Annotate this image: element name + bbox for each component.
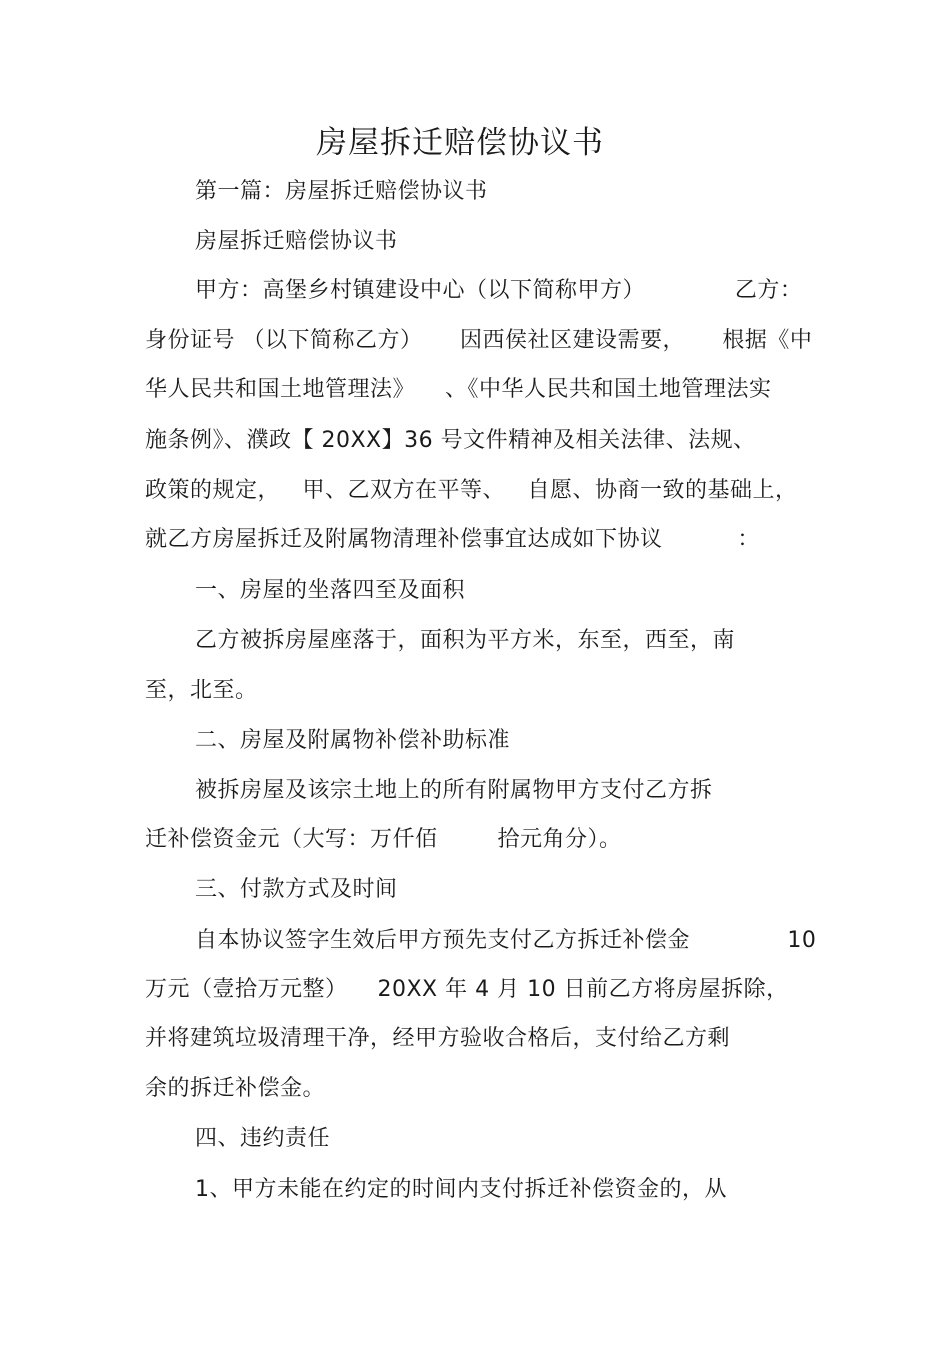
compensation-paragraph-line: 迁补偿资金元（大写：万仟佰 拾元角分）。: [145, 827, 622, 852]
intro-paragraph-line: 就乙方房屋拆迁及附属物清理补偿事宜达成如下协议 ：: [145, 527, 760, 552]
intro-paragraph-line: 政策的规定， 甲、乙双方在平等、 自愿、协商一致的基础上，: [145, 478, 798, 503]
intro-paragraph-line: 施条例》、濮政【 20XX】36 号文件精神及相关法律、法规、: [145, 428, 756, 453]
section-heading-location: 一、房屋的坐落四至及面积: [195, 578, 466, 603]
payment-paragraph-line: 自本协议签字生效后甲方预先支付乙方拆迁补偿金 10: [195, 928, 817, 953]
document-title: 房屋拆迁赔偿协议书: [316, 125, 604, 161]
compensation-paragraph-line: 被拆房屋及该宗土地上的所有附属物甲方支付乙方拆: [195, 778, 713, 803]
location-paragraph-line: 至，北至。: [145, 678, 258, 703]
payment-paragraph-line: 余的拆迁补偿金。: [145, 1076, 326, 1101]
subtitle-chapter-one: 第一篇：房屋拆迁赔偿协议书: [195, 179, 488, 204]
intro-paragraph-line: 身份证号 （以下简称乙方） 因西侯社区建设需要， 根据《中: [145, 328, 813, 353]
section-heading-liability: 四、违约责任: [195, 1126, 331, 1151]
intro-paragraph-line: 华人民共和国土地管理法》 、《中华人民共和国土地管理法实: [145, 377, 772, 402]
payment-paragraph-line: 并将建筑垃圾清理干净，经甲方验收合格后，支付给乙方剩: [145, 1026, 731, 1051]
section-heading-compensation: 二、房屋及附属物补偿补助标准: [195, 728, 511, 753]
liability-paragraph-line: 1、甲方未能在约定的时间内支付拆迁补偿资金的，从: [195, 1177, 727, 1202]
subtitle-agreement: 房屋拆迁赔偿协议书: [195, 229, 398, 254]
payment-paragraph-line: 万元（壹拾万元整） 20XX 年 4 月 10 日前乙方将房屋拆除，: [145, 977, 789, 1002]
location-paragraph-line: 乙方被拆房屋座落于，面积为平方米，东至，西至，南: [195, 628, 736, 653]
section-heading-payment: 三、付款方式及时间: [195, 877, 398, 902]
party-a-line: 甲方：高堡乡村镇建设中心（以下简称甲方） 乙方：: [195, 278, 803, 303]
